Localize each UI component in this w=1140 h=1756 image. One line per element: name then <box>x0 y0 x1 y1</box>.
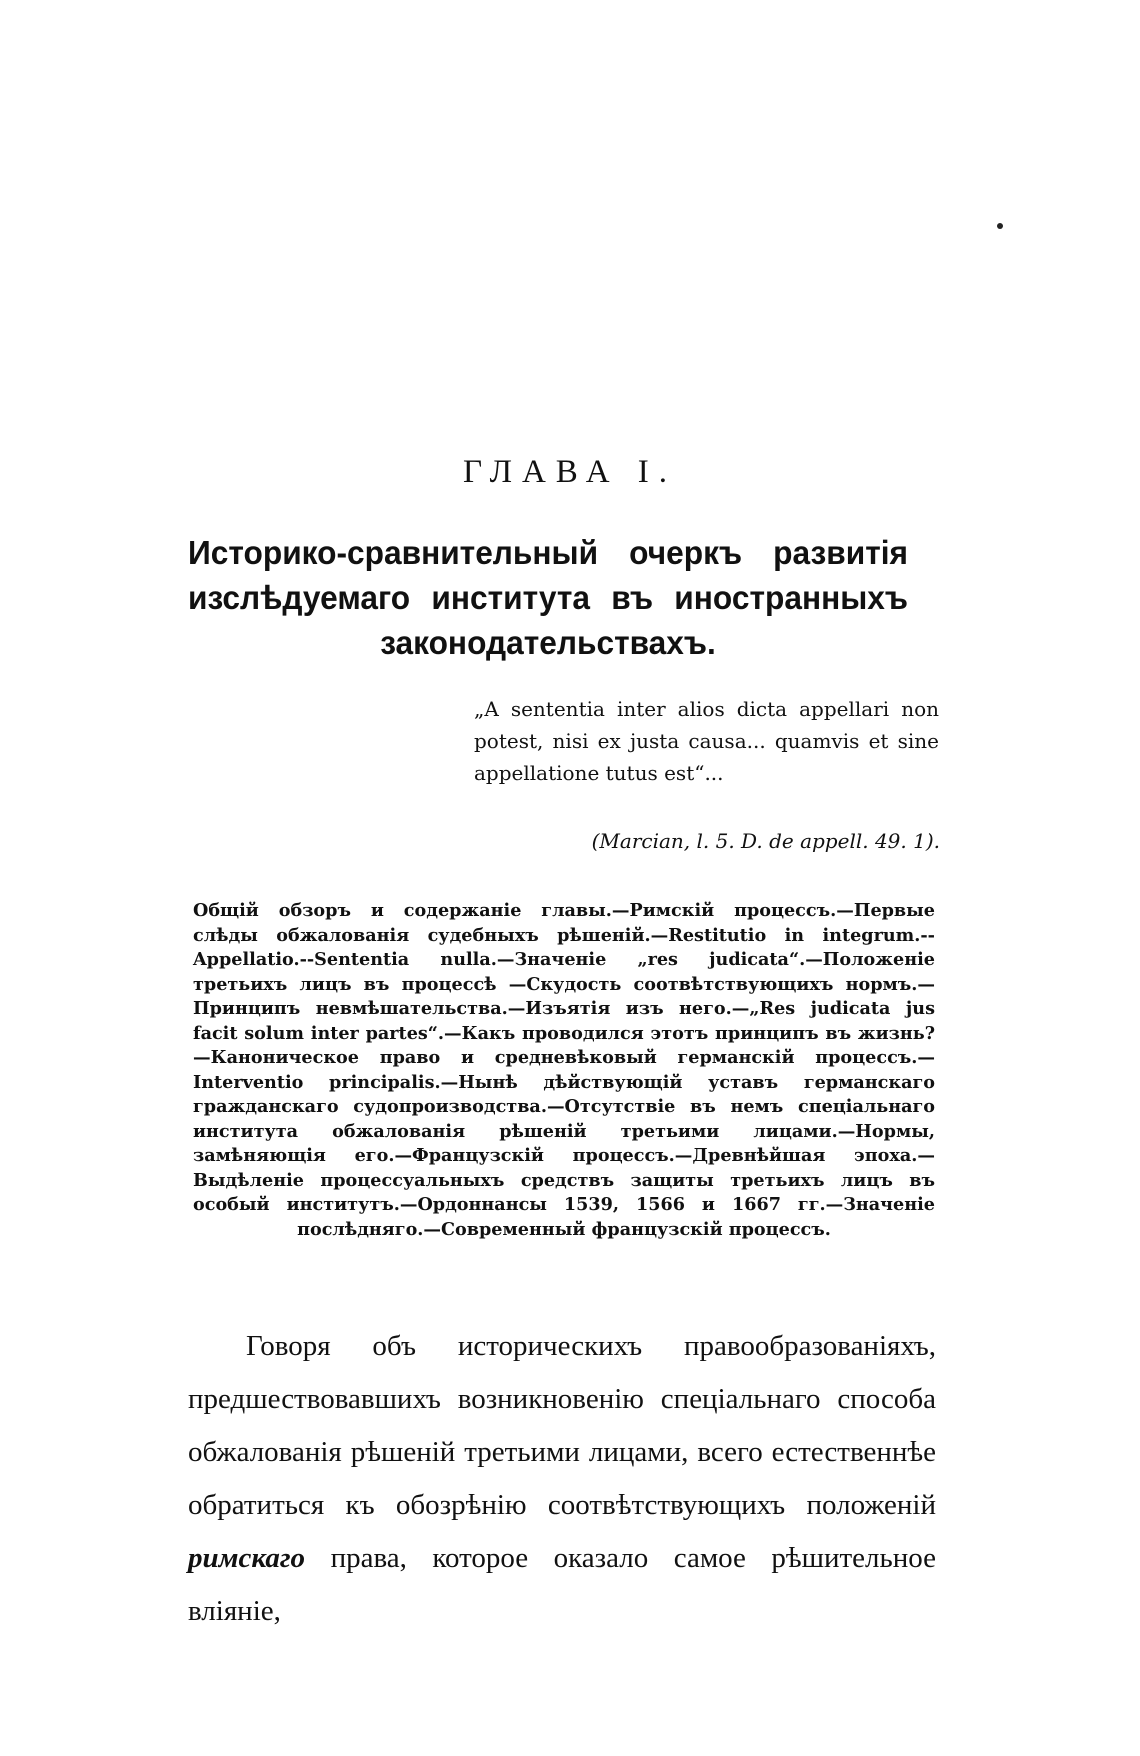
chapter-title: Историко-сравнительный очеркъ развитія изслѣдуемаго института въ иностранныхъ законодательствахъ. <box>188 534 908 661</box>
body-emphasis: римскаго <box>188 1542 306 1574</box>
body-text-end: права, которое оказало самое рѣшительное вліяніе, <box>188 1542 936 1627</box>
epigraph-quote: „A sententia inter alios dicta appellari non potest, nisi ex justa causa... quamvis et sine appellatione tutus est“... <box>474 697 939 785</box>
epigraph-source: (Marcian, l. 5. D. de appell. 49. 1). <box>591 829 940 853</box>
chapter-summary: Общій обзоръ и содержаніе главы.—Римскій процессъ.—Первые слѣды обжалованія судебныхъ рѣшеній.—Restitutio in integrum.--Appellatio.--Sententia nulla.—Значеніе „res judicata“.—Положеніе третьихъ лицъ въ процессѣ —Скудость соотвѣтствующихъ нормъ.—Принципъ невмѣшательства.—Изъятія изъ него.—„Res judicata jus facit solum inter partes“.—Какъ проводился этотъ принципъ въ жизнь?—Каноническое право и средневѣковый германскій процессъ.—Interventio principalis.—Нынѣ дѣйствующій уставъ германскаго гражданскаго судопроизводства.—Отсутствіе въ немъ спеціальнаго института обжалованія рѣшеній третьими лицами.—Нормы, замѣняющія его.—Французскій процессъ.—Древнѣйшая эпоха.—Выдѣленіе процессуальныхъ средствъ защиты третьихъ лицъ въ особый институтъ.—Ордоннансы 1539, 1566 и 1667 гг.—Значеніе послѣдняго.—Современный французскій процессъ. <box>193 900 935 1240</box>
body-text-start: Говоря объ историческихъ правообразованіяхъ, предшествовавшихъ возникновенію спеціальнаго способа обжалованія рѣшеній третьими лицами, всего естественнѣе обратиться къ обозрѣнію соотвѣтствующихъ положеній <box>188 1330 936 1521</box>
print-speck <box>997 223 1003 229</box>
body-paragraph <box>188 1320 936 1638</box>
chapter-heading: ГЛАВА I. <box>462 454 678 490</box>
